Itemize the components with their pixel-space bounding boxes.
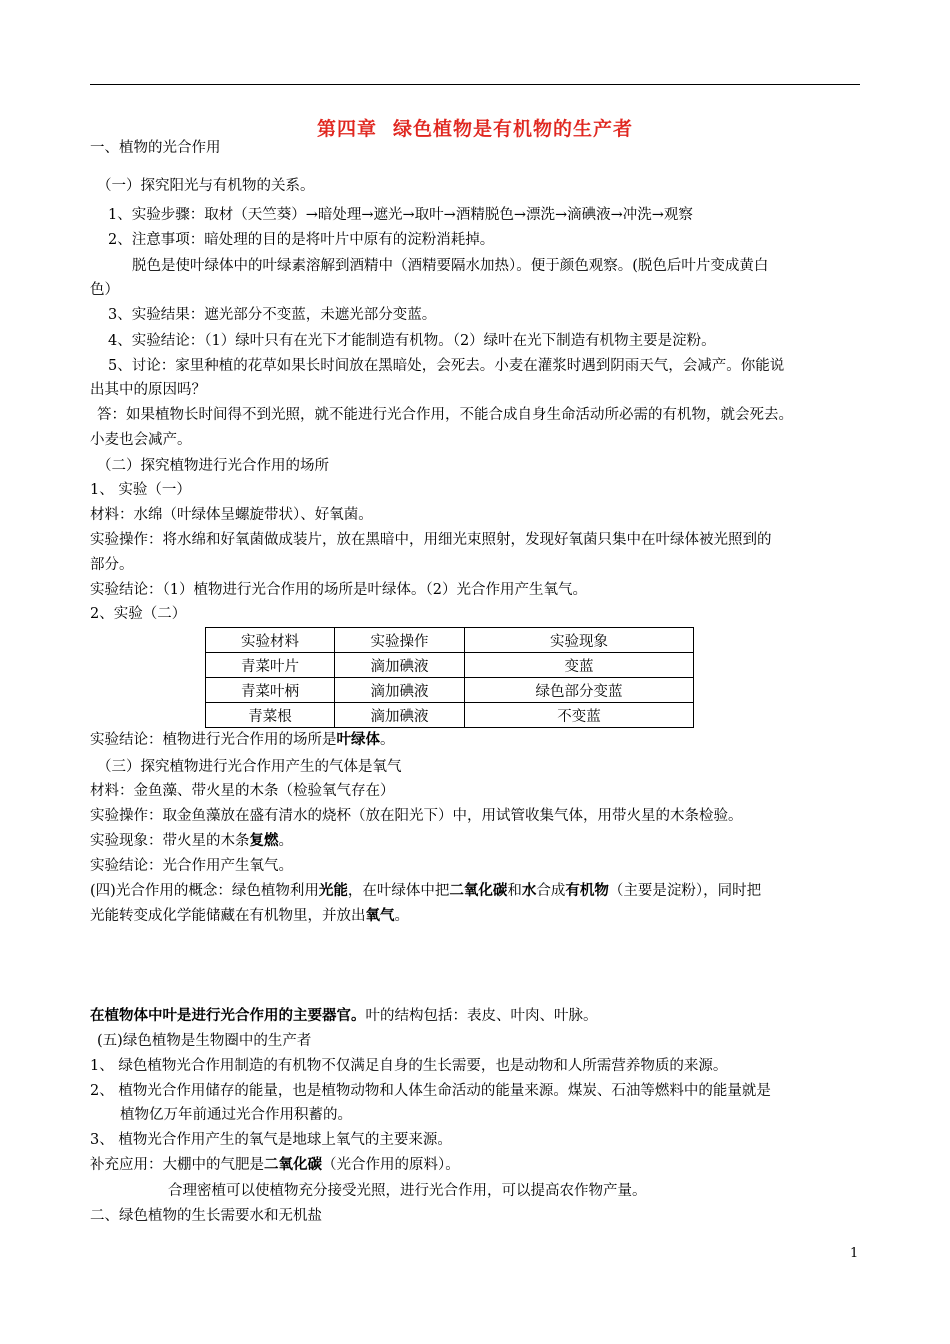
experiment-2-label: 2、实验（二） (90, 606, 187, 622)
step-3: 3、实验结果：遮光部分不变蓝，未遮光部分变蓝。 (108, 307, 437, 323)
supplement: 补充应用：大棚中的气肥是二氧化碳（光合作用的原料）。 (90, 1156, 460, 1173)
table-header-cell: 实验现象 (465, 628, 694, 653)
table-header-cell: 实验操作 (335, 628, 465, 653)
photosynthesis-definition: (四)光合作用的概念：绿色植物利用光能，在叶绿体中把二氧化碳和水合成有机物（主要是淀粉），同时把 (90, 882, 762, 899)
subsection-2-heading: （二）探究植物进行光合作用的场所 (97, 458, 329, 474)
table-cell: 变蓝 (465, 653, 694, 678)
experiment-table (205, 627, 694, 728)
subsection-5-heading: (五)绿色植物是生物圈中的生产者 (97, 1033, 312, 1049)
table-cell: 青菜根 (206, 703, 335, 728)
subsection-1-heading: （一）探究阳光与有机物的关系。 (97, 178, 315, 194)
leaf-statement: 在植物体中叶是进行光合作用的主要器官。叶的结构包括：表皮、叶肉、叶脉。 (90, 1007, 598, 1024)
table-cell: 滴加碘液 (335, 703, 465, 728)
table-cell: 滴加碘液 (335, 678, 465, 703)
table-row (206, 678, 694, 703)
table-cell: 滴加碘液 (335, 653, 465, 678)
section-2-heading: 二、绿色植物的生长需要水和无机盐 (90, 1208, 322, 1224)
step-5: 5、讨论：家里种植的花草如果长时间放在黑暗处，会死去。小麦在灌浆时遇到阴雨天气，会减产。你能说 (108, 358, 785, 374)
table-cell: 不变蓝 (465, 703, 694, 728)
answer-wrap: 小麦也会减产。 (90, 432, 192, 448)
answer: 答：如果植物长时间得不到光照，就不能进行光合作用，不能合成自身生命活动所必需的有机物，就会死去。 (97, 407, 793, 423)
list-item-wrap: 植物亿万年前通过光合作用积蓄的。 (120, 1107, 352, 1123)
table-cell: 青菜叶片 (206, 653, 335, 678)
experiment-1-operation-wrap: 部分。 (90, 557, 134, 573)
table-row (206, 703, 694, 728)
table-cell: 青菜叶柄 (206, 678, 335, 703)
supplement-2: 合理密植可以使植物充分接受光照，进行光合作用，可以提高农作物产量。 (168, 1183, 647, 1199)
step-1: 1、实验步骤：取材（天竺葵）→暗处理→遮光→取叶→酒精脱色→漂洗→滴碘液→冲洗→观察 (108, 207, 693, 223)
header-rule (90, 84, 860, 85)
table-row (206, 653, 694, 678)
page-number: 1 (850, 1246, 859, 1261)
experiment-1-label: 1、 实验（一） (90, 482, 191, 498)
photosynthesis-definition-wrap: 光能转变成化学能储藏在有机物里，并放出氧气。 (90, 907, 409, 924)
section-3-conclusion: 实验结论：光合作用产生氧气。 (90, 858, 293, 874)
step-2: 2、注意事项：暗处理的目的是将叶片中原有的淀粉消耗掉。 (108, 232, 495, 248)
step-5-wrap: 出其中的原因吗？ (90, 382, 206, 398)
experiment-2-conclusion: 实验结论：植物进行光合作用的场所是叶绿体。 (90, 731, 395, 748)
table-header-cell: 实验材料 (206, 628, 335, 653)
subsection-3-heading: （三）探究植物进行光合作用产生的气体是氧气 (97, 759, 402, 775)
section-3-operation: 实验操作：取金鱼藻放在盛有清水的烧杯（放在阳光下）中，用试管收集气体，用带火星的木条检验。 (90, 808, 743, 824)
section-3-phenomenon: 实验现象：带火星的木条复燃。 (90, 832, 293, 849)
section-1-heading: 一、植物的光合作用 (90, 140, 221, 156)
chapter-number: 第四章 (316, 118, 377, 140)
page-title (0, 114, 950, 141)
table-header-row (206, 628, 694, 653)
step-2-wrap: 色） (90, 282, 119, 298)
chapter-name: 绿色植物是有机物的生产者 (393, 118, 634, 140)
experiment-1-conclusion: 实验结论：（1）植物进行光合作用的场所是叶绿体。（2）光合作用产生氧气。 (90, 582, 587, 598)
list-item: 1、 绿色植物光合作用制造的有机物不仅满足自身的生长需要，也是动物和人所需营养物质的来源。 (90, 1058, 728, 1074)
section-3-materials: 材料：金鱼藻、带火星的木条（检验氧气存在） (90, 783, 395, 799)
step-2-continued: 脱色是使叶绿体中的叶绿素溶解到酒精中（酒精要隔水加热）。便于颜色观察。(脱色后叶片变成黄白 (132, 258, 769, 274)
experiment-1-materials: 材料：水绵（叶绿体呈螺旋带状）、好氧菌。 (90, 507, 373, 523)
table-cell: 绿色部分变蓝 (465, 678, 694, 703)
list-item: 2、 植物光合作用储存的能量，也是植物动物和人体生命活动的能量来源。煤炭、石油等燃料中的能量就是 (90, 1083, 771, 1099)
list-item: 3、 植物光合作用产生的氧气是地球上氧气的主要来源。 (90, 1132, 452, 1148)
step-4: 4、实验结论：（1）绿叶只有在光下才能制造有机物。（2）绿叶在光下制造有机物主要是淀粉。 (108, 333, 716, 349)
experiment-1-operation: 实验操作：将水绵和好氧菌做成装片，放在黑暗中，用细光束照射，发现好氧菌只集中在叶绿体被光照到的 (90, 532, 772, 548)
